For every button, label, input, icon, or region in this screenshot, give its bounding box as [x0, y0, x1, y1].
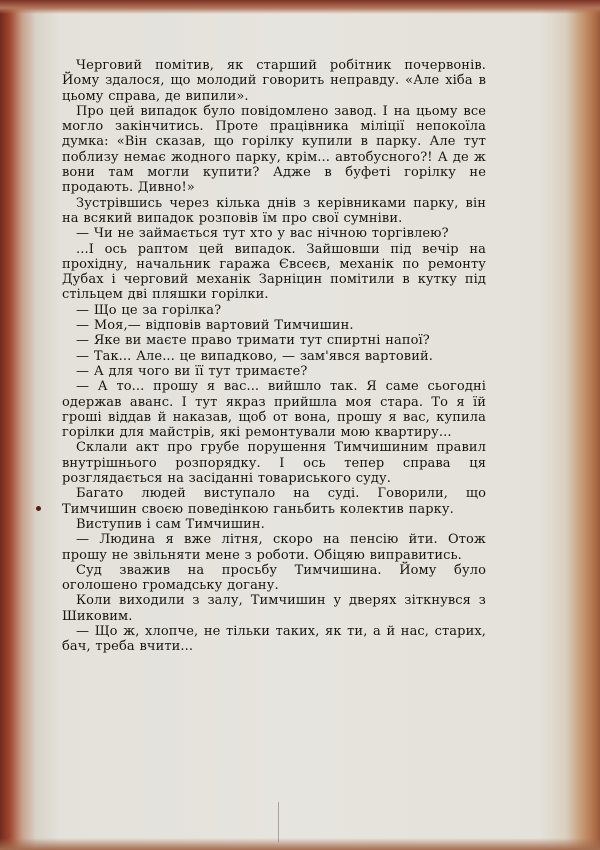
dialogue-line: — Людина я вже літня, скоро на пенсію йти. Отож прошу не звільняти мене з роботи. Обіцяю виправитись.	[62, 532, 486, 563]
paragraph: Багато людей виступало на суді. Говорили, що Тимчишин своєю поведінкою ганьбить колектив парку.	[62, 486, 486, 517]
page-bottom-edge	[0, 838, 600, 850]
dialogue-line: — Що це за горілка?	[76, 302, 222, 318]
text-body	[62, 58, 486, 655]
paragraph: Суд зважив на просьбу Тимчишина. Йому було оголошено громадську догану.	[62, 562, 486, 594]
paragraph: Виступив і сам Тимчишин.	[76, 516, 265, 532]
dialogue-line: — А то... прошу я вас... вийшло так. Я саме сьогодні одержав аванс. І тут якраз прийшла моя стара. То я їй гроші віддав й наказав, щоб от вона, прошу я вас, купила горілки для майстрів, які ремонтували мою квартиру...	[62, 379, 486, 441]
paragraph: Зустрівшись через кілька днів з керівниками парку, він на всякий випадок розповів їм про свої сумніви.	[62, 195, 486, 226]
paragraph: Черговий помітив, як старший робітник почервонів. Йому здалося, що молодий говорить неправду. «Але хіба в цьому справа, де випили».	[62, 58, 486, 104]
dialogue-line: — Так... Але... це випадково, — зам'явся вартовий.	[76, 348, 433, 364]
dialogue-line: — Яке ви маєте право тримати тут спиртні напої?	[76, 333, 430, 349]
page-top-edge	[0, 0, 600, 14]
paper-scratch	[278, 802, 279, 842]
paragraph: Про цей випадок було повідомлено завод. І на цьому все могло закінчитись. Проте працівника міліції непокоїла думка: «Він сказав, що горілку купили в парку. Але тут поблизу немає жодного парку, крім... автобусного?! А де ж вони там могли купити? Адже в буфеті горілку не продають. Дивно!»	[62, 103, 486, 196]
paragraph: Склали акт про грубе порушення Тимчишиним правил внутрішнього розпорядку. І ось тепер справа ця розглядається на засіданні товариського суду.	[62, 440, 486, 487]
paragraph: Коли виходили з залу, Тимчишин у дверях зіткнувся з Шиковим.	[62, 593, 486, 624]
dialogue-line: — Моя,— відповів вартовий Тимчишин.	[76, 318, 354, 334]
dialogue-line: — А для чого ви її тут тримаєте?	[76, 363, 308, 379]
dialogue-line: — Чи не займається тут хто у вас нічною торгівлею?	[76, 226, 449, 242]
paragraph: ...І ось раптом цей випадок. Зайшовши під вечір на прохідну, начальник гаража Євсеєв, механік по ремонту Дубах і черговий механік Зарніцин помітили в кутку під стільцем дві пляшки горілки.	[62, 241, 486, 303]
ink-spot	[36, 506, 41, 511]
dialogue-line: — Що ж, хлопче, не тільки таких, як ти, а й нас, старих, бач, треба вчити...	[62, 623, 486, 655]
